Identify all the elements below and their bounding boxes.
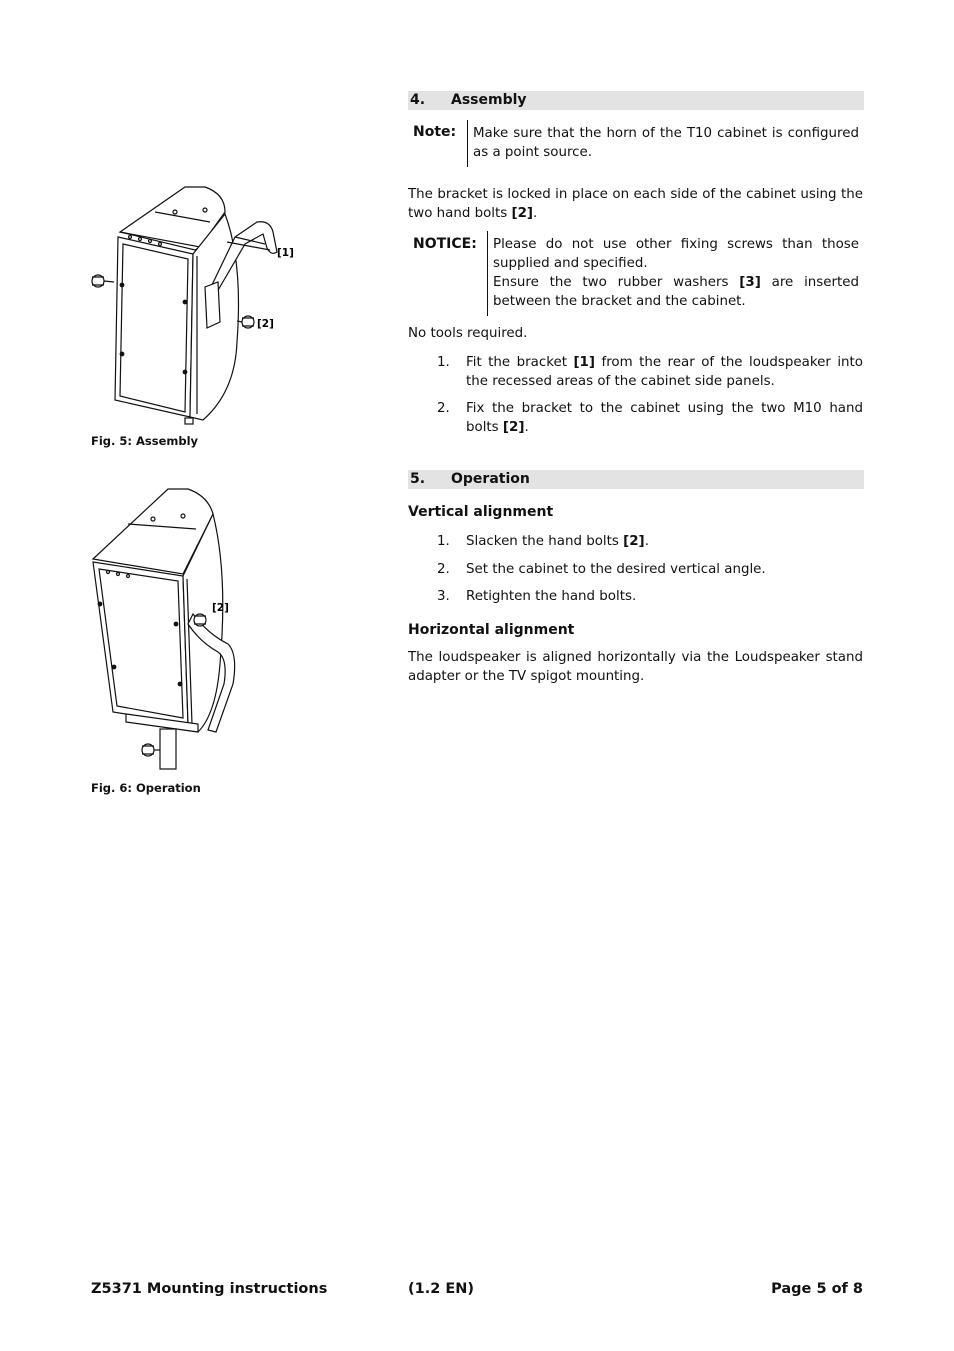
section-4-number: 4. xyxy=(410,92,426,108)
notice-line-2-end: are inserted between the bracket and the cabinet. xyxy=(493,275,859,309)
vertical-step-2 xyxy=(437,560,863,579)
fig6-caption: Fig. 6: Operation xyxy=(91,781,201,795)
figure-6-operation xyxy=(88,484,248,774)
vertical-alignment-heading: Vertical alignment xyxy=(408,504,554,520)
figure-5-assembly xyxy=(85,182,315,432)
assembly-step-2 xyxy=(437,399,863,437)
notice-line-2 xyxy=(493,273,859,311)
assembly-step-2-number: 2. xyxy=(437,401,450,416)
notice-line-2-text: Ensure the two rubber washers xyxy=(493,275,740,290)
notice-text xyxy=(493,235,859,311)
section-5-heading xyxy=(408,470,864,489)
section-4-heading xyxy=(408,91,864,110)
vertical-step-1 xyxy=(437,532,863,551)
section-4-title: Assembly xyxy=(451,92,527,108)
footer-document-title: Z5371 Mounting instructions xyxy=(91,1281,328,1297)
footer-version: (1.2 EN) xyxy=(408,1281,475,1297)
note-box xyxy=(408,120,864,168)
notice-divider xyxy=(487,231,488,316)
notice-line-1: Please do not use other fixing screws than those supplied and specified. xyxy=(493,237,859,271)
notice-box xyxy=(408,231,864,317)
bracket-intro-end: . xyxy=(533,206,538,221)
vertical-step-1-number: 1. xyxy=(437,534,450,549)
notice-line-2-ref: [3] xyxy=(739,275,761,290)
notice-label: NOTICE: xyxy=(413,236,477,252)
section-5-title: Operation xyxy=(451,471,530,487)
note-text: Make sure that the horn of the T10 cabinet is configured as a point source. xyxy=(473,126,859,160)
horizontal-alignment-heading: Horizontal alignment xyxy=(408,622,575,638)
assembly-step-2-end: . xyxy=(524,420,529,435)
vertical-step-1-end: . xyxy=(644,534,649,549)
fig5-caption: Fig. 5: Assembly xyxy=(91,434,199,448)
assembly-step-2-ref: [2] xyxy=(502,420,525,435)
vertical-step-3-number: 3. xyxy=(437,589,450,604)
section-5-number: 5. xyxy=(410,471,426,487)
vertical-step-1-ref: [2] xyxy=(623,534,645,549)
vertical-step-3 xyxy=(437,587,863,606)
tools-text: No tools required. xyxy=(408,326,528,341)
vertical-step-1-text: Slacken the hand bolts xyxy=(466,534,624,549)
assembly-step-1-text: Fit the bracket xyxy=(466,355,574,370)
bracket-intro-ref: [2] xyxy=(511,206,534,221)
fig5-label-1: [1] xyxy=(277,247,294,259)
operation-illustration xyxy=(88,484,248,774)
vertical-step-2-text: Set the cabinet to the desired vertical angle. xyxy=(466,562,766,577)
horizontal-alignment-text: The loudspeaker is aligned horizontally via the Loudspeaker stand adapter or the TV spigot mounting. xyxy=(408,650,863,684)
vertical-step-3-text: Retighten the hand bolts. xyxy=(466,589,637,604)
assembly-step-2-text: Fix the bracket to the cabinet using the two M10 hand bolts xyxy=(466,401,863,435)
fig6-label-2: [2] xyxy=(212,602,229,614)
bracket-intro-paragraph xyxy=(408,185,863,223)
assembly-step-1-number: 1. xyxy=(437,355,450,370)
note-divider xyxy=(467,120,468,167)
assembly-illustration xyxy=(85,182,315,432)
vertical-step-2-number: 2. xyxy=(437,562,450,577)
assembly-step-1-end: from the rear of the loudspeaker into the recessed areas of the cabinet side panels. xyxy=(466,355,863,389)
fig5-label-2: [2] xyxy=(257,318,274,330)
note-label: Note: xyxy=(413,124,457,140)
assembly-step-1-ref: [1] xyxy=(573,355,595,370)
assembly-step-1 xyxy=(437,353,863,391)
bracket-intro-text: The bracket is locked in place on each side of the cabinet using the two hand bolts xyxy=(408,187,863,221)
footer-page-number: Page 5 of 8 xyxy=(771,1281,863,1297)
